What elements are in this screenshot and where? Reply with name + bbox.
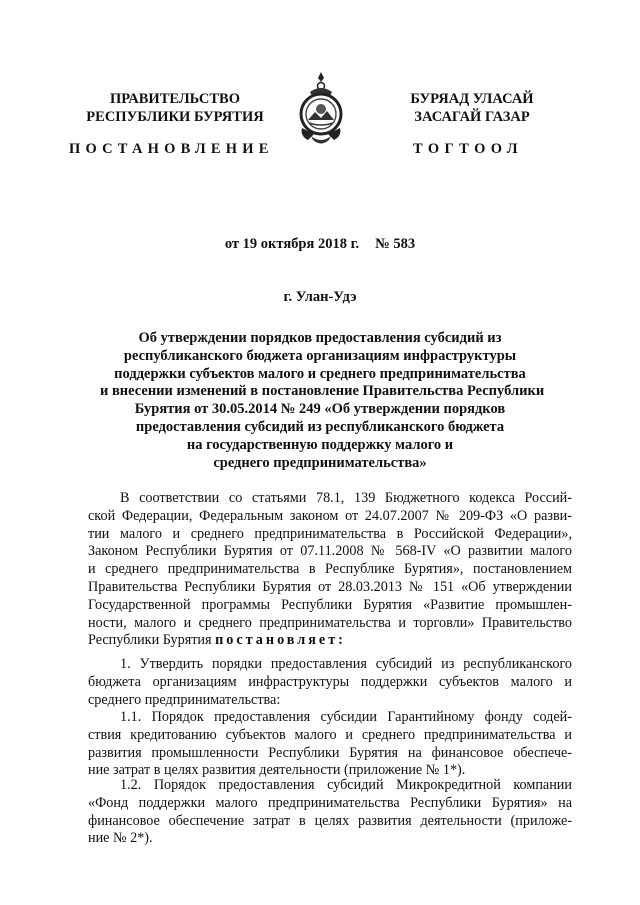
body-line: «Фонд поддержки малого предпринимательства Республики Бурятия» на [88, 794, 572, 811]
title-line: Об утверждении порядков предоставления субсидий из [138, 330, 502, 346]
body-line: ние затрат в целях развития деятельности (приложение № 1*). [88, 762, 466, 779]
title-line: на государственную поддержку малого и [186, 436, 454, 453]
item-1-2-paragraph [88, 777, 572, 848]
body-line: Правительства Республики Бурятия от 28.03.2013 № 151 «Об утверждении [88, 578, 572, 595]
body-line: 1.1. Порядок предоставления субсидии Гарантийному фонду содей- [120, 709, 572, 725]
issuer-line: РЕСПУБЛИКИ БУРЯТИЯ [86, 109, 264, 125]
issuer-line: ПРАВИТЕЛЬСТВО [110, 91, 240, 107]
document-date: от 19 октября 2018 г. [224, 236, 360, 252]
document-number: № 583 [375, 236, 416, 252]
body-line: ние № 2*). [88, 830, 153, 847]
title-line: республиканского бюджета организациям инфраструктуры [123, 347, 517, 364]
body-line: Законом Республики Бурятия от 07.11.2008 № 568-IV «О развитии малого [88, 543, 572, 560]
title-line: поддержки субъектов малого и среднего предпринимательства [114, 365, 526, 382]
body-line: 1.2. Порядок предоставления субсидий Микрокредитной компании [120, 777, 572, 793]
body-line: и среднего предпринимательства в Республике Бурятия», постановлением [88, 561, 572, 578]
issuer-line: ЗАСАГАЙ ГАЗАР [414, 109, 530, 125]
body-line: ствия кредитованию субъектов малого и среднего предпринимательства и [88, 726, 572, 743]
decree-word: постановляет: [215, 632, 346, 649]
document-kind-russian: ПОСТАНОВЛЕНИЕ [69, 141, 274, 157]
body-line-text: Республики Бурятия [88, 632, 212, 649]
body-line [88, 632, 572, 650]
document-kind-buryat: ТОГТООЛ [413, 141, 523, 157]
item-1-1-paragraph [88, 709, 572, 780]
body-line: В соответствии со статьями 78.1, 139 Бюджетного кодекса Россий- [120, 490, 572, 506]
body-line: ности, малого и среднего предпринимательства и торговли» Правительство [88, 614, 572, 631]
title-line: предоставления субсидий из республиканского бюджета [135, 418, 505, 435]
body-line: финансовое обеспечение затрат в целях развития деятельности (приложе- [88, 812, 572, 829]
body-line: развития промышленности Республики Бурятия на финансовое обеспече- [88, 744, 572, 761]
issuer-line: БУРЯАД УЛАСАЙ [410, 91, 534, 107]
title-line: Бурятия от 30.05.2014 № 249 «Об утверждении порядков [134, 401, 506, 418]
body-line: 1. Утвердить порядки предоставления субсидий из республиканского [120, 656, 572, 672]
body-line: бюджета организациям инфраструктуры поддержки субъектов малого и [88, 673, 572, 690]
body-line: ской Федерации, Федеральным законом от 24.07.2007 № 209-ФЗ «О разви- [88, 507, 572, 524]
body-line: тии малого и среднего предпринимательства в Российской Федерации», [88, 525, 572, 542]
document-date-number [0, 236, 640, 253]
item-1-paragraph [88, 656, 572, 709]
preamble-paragraph [88, 490, 572, 650]
title-line: и внесении изменений в постановление Правительства Республики [100, 383, 545, 400]
document-title [100, 330, 545, 472]
issuer-header-buryat [372, 90, 572, 126]
body-line: среднего предпринимательства: [88, 691, 281, 708]
issuer-header-russian [70, 90, 280, 126]
body-line: Государственной программы Республики Бурятия «Развитие промышлен- [88, 596, 572, 613]
document-city: г. Улан-Удэ [283, 289, 357, 305]
title-line: среднего предпринимательства» [213, 454, 427, 471]
coat-of-arms-icon [296, 70, 346, 148]
